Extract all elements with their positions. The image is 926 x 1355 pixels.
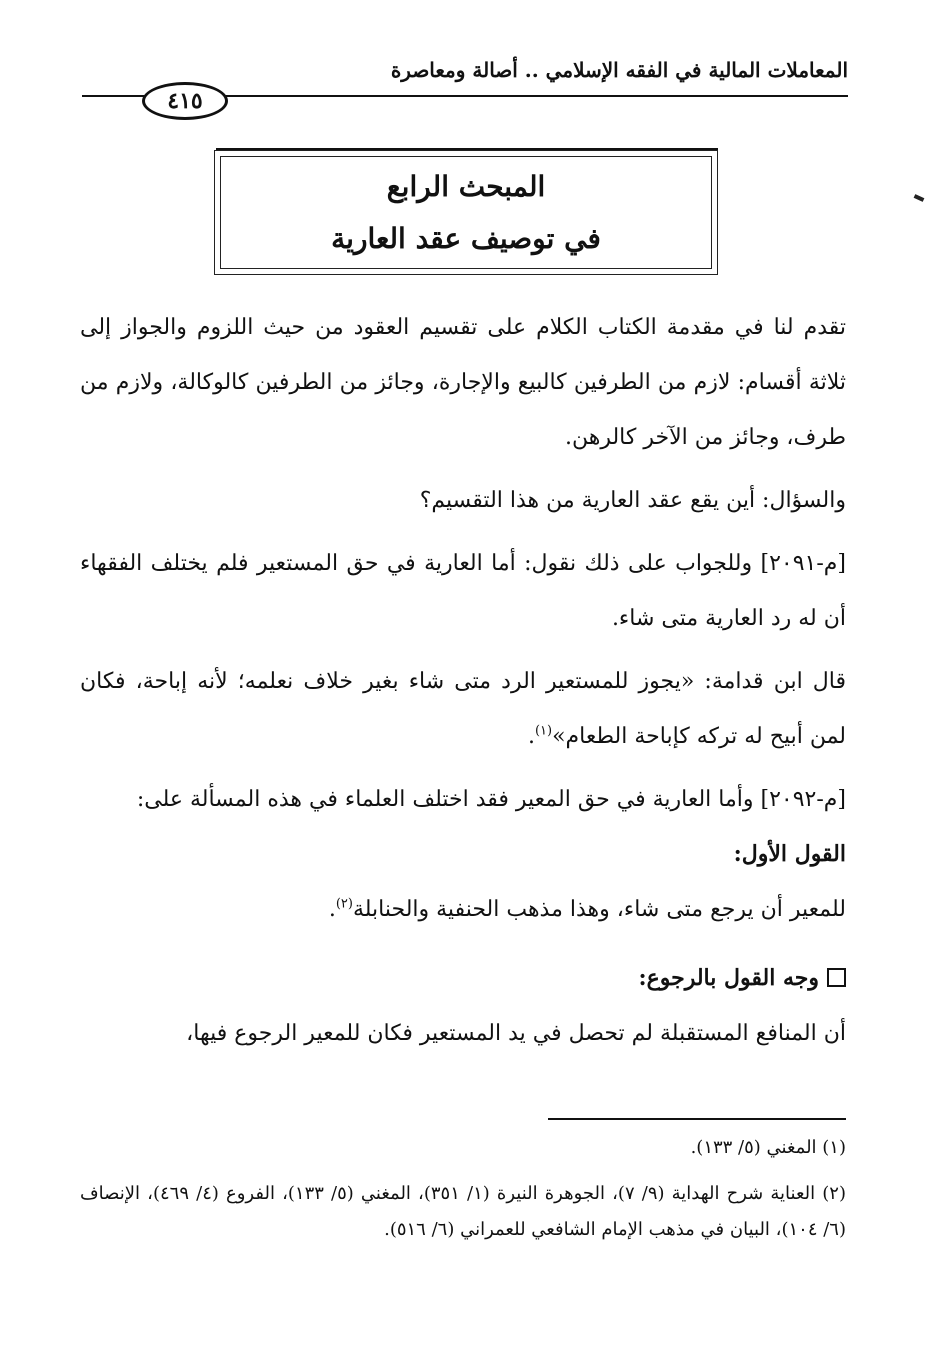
paragraph-intro: تقدم لنا في مقدمة الكتاب الكلام على تقسيم العقود من حيث اللزوم والجواز إلى ثلاثة أقسام: لازم من الطرفين كالبيع والإجارة، وجائز من الطرفين كالوكالة، ولازم من طرف، وجائز من الآخر كالرهن. [80, 315, 846, 450]
first-opinion-end: . [328, 897, 336, 922]
subheading-reason [80, 951, 846, 1006]
paragraph-m2092: [م-٢٠٩٢] وأما العارية في حق المعير فقد اختلف العلماء في هذه المسألة على: [136, 787, 846, 812]
page-number: ٤١٥ [167, 88, 203, 114]
quote-end: . [527, 724, 535, 749]
running-header-title: المعاملات المالية في الفقه الإسلامي .. أصالة ومعاصرة [390, 58, 848, 82]
section-title-line-2: في توصيف عقد العارية [331, 221, 601, 255]
section-title-box [214, 150, 718, 275]
paragraph-m2091: [م-٢٠٩١] وللجواب على ذلك نقول: أما العارية في حق المستعير فلم يختلف الفقهاء أن له رد العارية متى شاء. [80, 551, 846, 631]
subheading-reason-text: وجه القول بالرجوع: [638, 965, 819, 991]
square-bullet-icon [827, 968, 846, 987]
body-text [80, 300, 846, 1061]
section-title-frame [220, 156, 712, 269]
footnotes [80, 1130, 846, 1248]
paragraph-ibn-qudama-quote [80, 654, 846, 764]
paragraph-question: والسؤال: أين يقع عقد العارية من هذا التقسيم؟ [419, 488, 846, 513]
footnote-separator [548, 1118, 846, 1120]
footnote-ref-2[interactable]: (٢) [335, 896, 353, 912]
first-opinion-heading: القول الأول: [733, 841, 846, 867]
first-opinion-text: للمعير أن يرجع متى شاء، وهذا مذهب الحنفية والحنابلة [352, 897, 846, 922]
footnote-1: (١) المغني (٥/ ١٣٣). [690, 1137, 846, 1158]
quote-text: قال ابن قدامة: «يجوز للمستعير الرد متى شاء بغير خلاف نعلمه؛ لأنه إباحة، فكان لمن أبيح له تركه كإباحة الطعام» [80, 669, 846, 749]
section-title-line-1: المبحث الرابع [386, 169, 546, 203]
footnote-2: (٢) العناية شرح الهداية (٩/ ٧)، الجوهرة النيرة (١/ ٣٥١)، المغني (٥/ ١٣٣)، الفروع (٤/ ٤٦٩)، الإنصاف (٦/ ١٠٤)، البيان في مذهب الإمام الشافعي للعمراني (٦/ ٥١٦). [80, 1183, 846, 1240]
margin-mark [914, 194, 925, 202]
paragraph-reason: أن المنافع المستقبلة لم تحصل في يد المستعير فكان للمعير الرجوع فيها، [186, 1021, 846, 1046]
paragraph-first-opinion [80, 882, 846, 937]
footnote-ref-1[interactable]: (١) [534, 723, 553, 739]
page-number-badge [142, 82, 228, 120]
